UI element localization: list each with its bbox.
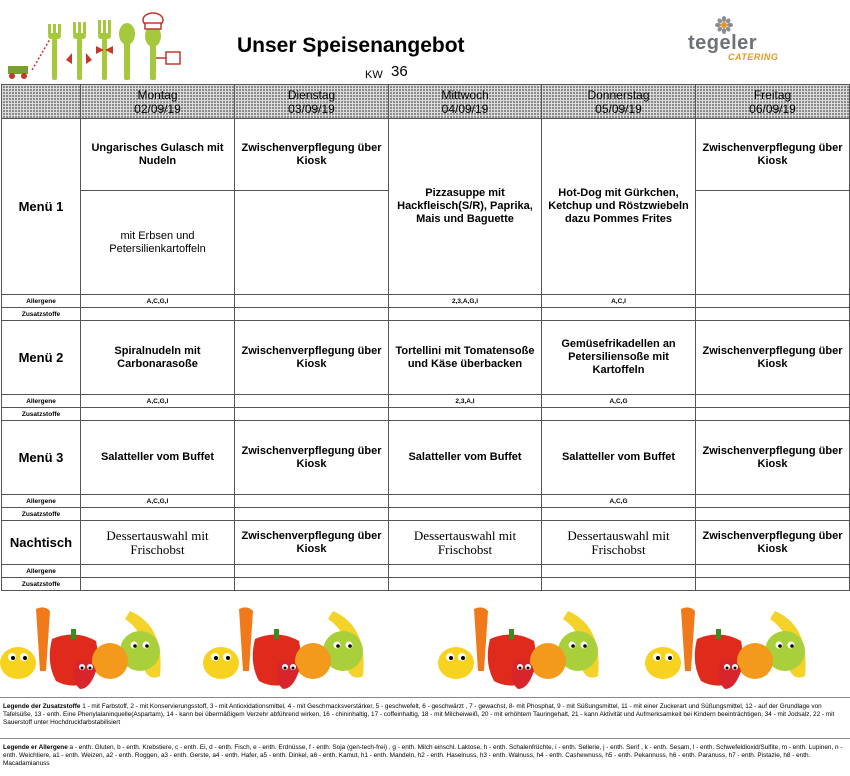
empty-cell [81,308,235,321]
empty-cell [235,295,389,308]
menu-table [1,84,850,591]
empty-cell [696,308,850,321]
legend-divider [0,738,850,739]
legend-divider [0,697,850,698]
menu1-tue-meal: Zwischenverpflegung über Kiosk [235,119,389,191]
day-date: 06/09/19 [749,101,796,116]
day-date: 03/09/19 [288,101,335,116]
empty-cell [389,508,542,521]
menu1-allergene-row [2,295,850,308]
menu1-mon-side: mit Erbsen und Petersilienkartoffeln [81,191,235,295]
empty-cell [696,565,850,578]
zusatzstoffe-legend-title: Legende der Zusatzstoffe [3,703,81,710]
tegeler-catering-logo [688,16,788,64]
empty-cell [235,191,389,295]
menu2-fri-meal: Zwischenverpflegung über Kiosk [696,321,850,395]
menu1-fri-meal: Zwischenverpflegung über Kiosk [696,119,850,191]
menu2-allergene-row [2,395,850,408]
allergene-legend-title: Legende er Allergene [3,744,68,751]
zusatzstoffe-legend-text: 1 - mit Farbstoff, 2 - mit Konservierungsstoff, 3 - mit Antioxidationsmittel, 4 - mit Geschmacksverstärker, 5 - geschwefelt, 6 - geschwärzt , 7 - gewachst, 8- mit Phosphat, 9 - mit Süßungsmittel, 11 - mit einer Zuckerart und Süßungsmittel, 12 - auf der Grundlage von Tafelsüße, 13 - enth. Eine Phenylalaninquelle(Aspartam), 14 - kann bei übermäßigem Verzehr abführend wirken, 16 - chininhaltig, 17 - coffeinhaltig, 18 - mit Milcheiweiß, 20 - mit erhöhtem Tauringehalt, 21 - kann Aktivität und Aufmerksamkeit bei Kindern beeinträchtigen, 34 - mit Jodsalz, 22 - mit Sauerstoff unter Hochdruckfarbstabilisiert [3,703,835,727]
nachtisch-allergene-row [2,565,850,578]
nachtisch-thu: Dessertauswahl mit Frischobst [542,521,696,565]
menu1-thu-allergene: A,C,I [542,295,696,308]
empty-cell [235,508,389,521]
day-name: Freitag [753,87,792,102]
menu3-thu-allergene: A,C,G [542,495,696,508]
empty-cell [235,578,389,591]
empty-cell [542,308,696,321]
menu3-thu-meal: Salatteller vom Buffet [542,421,696,495]
day-name: Mittwoch [441,87,489,102]
brand-name: tegeler [688,32,758,54]
nachtisch-wed: Dessertauswahl mit Frischobst [389,521,542,565]
day-header-row [2,85,850,119]
empty-cell [542,508,696,521]
empty-cell [81,408,235,421]
allergene-legend [3,744,847,769]
page-title: Unser Speisenangebot [237,34,465,57]
menu1-label: Menü 1 [2,119,81,295]
empty-cell [389,308,542,321]
menu1-wed-meal: Pizzasuppe mit Hackfleisch(S/R), Paprika, Mais und Baguette [389,119,542,295]
zusatzstoffe-label: Zusatzstoffe [2,308,81,321]
menu3-row [2,421,850,495]
nachtisch-zusatzstoffe-row [2,578,850,591]
menu3-label: Menü 3 [2,421,81,495]
menu2-thu-meal: Gemüsefrikadellen an Petersiliensoße mit Kartoffeln [542,321,696,395]
empty-cell [696,395,850,408]
day-date: 02/09/19 [134,101,181,116]
empty-cell [235,565,389,578]
nachtisch-row [2,521,850,565]
cutlery-kids-logo-icon [0,8,190,82]
zusatzstoffe-label: Zusatzstoffe [2,508,81,521]
menu3-zusatzstoffe-row [2,508,850,521]
day-name: Donnerstag [587,87,650,102]
day-header [81,85,235,119]
empty-cell [542,578,696,591]
day-name: Montag [137,87,178,102]
zusatzstoffe-label: Zusatzstoffe [2,408,81,421]
allergene-label: Allergene [2,295,81,308]
allergene-label: Allergene [2,495,81,508]
menu1-mon-allergene: A,C,G,I [81,295,235,308]
menu3-mon-allergene: A,C,G,I [81,495,235,508]
empty-cell [696,295,850,308]
nachtisch-label: Nachtisch [2,521,81,565]
zusatzstoffe-label: Zusatzstoffe [2,578,81,591]
empty-cell [696,408,850,421]
allergene-label: Allergene [2,565,81,578]
day-name: Dienstag [287,87,336,102]
empty-cell [235,408,389,421]
menu3-allergene-row [2,495,850,508]
menu1-zusatzstoffe-row [2,308,850,321]
brand-subtitle: CATERING [728,52,779,62]
calendar-week-value: 36 [391,63,408,80]
day-header [235,85,389,119]
empty-cell [389,408,542,421]
menu1-thu-meal: Hot-Dog mit Gürkchen, Ketchup und Röstzwiebeln dazu Pommes Frites [542,119,696,295]
day-header [542,85,696,119]
empty-cell [696,578,850,591]
empty-cell [235,495,389,508]
menu1-row [2,119,850,191]
menu2-thu-allergene: A,C,G [542,395,696,408]
calendar-week-label: KW [365,69,383,81]
empty-cell [81,578,235,591]
menu3-mon-meal: Salatteller vom Buffet [81,421,235,495]
menu2-wed-allergene: 2,3,A,I [389,395,542,408]
allergene-legend-text: a - enth. Gluten, b - enth. Krebstiere, c - enth. Ei, d - enth. Fisch, e - enth. Erdnüsse, f - enth. Soja (gen-tech-frei) , g - enth. Milch einschl. Laktose, h - enth. Schalenfrüchte, i - enth. Sellerie, j - enth. Senf , k - enth. Sesam, l - enth. Schwefeldioxid/Sulfite, m - enth. Lupinen, n - enth. Weichtiere, a1 - enth. Weizen, a2 - enth. Roggen, a3 - enth. Gerste, a4 - enth. Hafer, a5 - enth. Dinkel, a6 - enth. Kamut, h1 - enth. Mandeln, h2 - enth. Haselnuss, h3 - enth. Walnuss, h4 - enth. Cashewnuss, h5 - enth. Pekannuss, h6 - enth. Paranuss, h7 - enth. Pistazie, h8 - enth. Macadamianuss [3,744,843,768]
nachtisch-fri: Zwischenverpflegung über Kiosk [696,521,850,565]
empty-cell [389,578,542,591]
day-header [696,85,850,119]
menu1-mon-meal: Ungarisches Gulasch mit Nudeln [81,119,235,191]
day-header [389,85,542,119]
empty-cell [696,191,850,295]
menu3-fri-meal: Zwischenverpflegung über Kiosk [696,421,850,495]
empty-cell [542,565,696,578]
nachtisch-mon: Dessertauswahl mit Frischobst [81,521,235,565]
menu2-zusatzstoffe-row [2,408,850,421]
empty-cell [81,565,235,578]
empty-cell [389,565,542,578]
menu2-row [2,321,850,395]
menu2-mon-meal: Spiralnudeln mit Carbonarasoße [81,321,235,395]
corner-cell [2,85,81,119]
menu2-mon-allergene: A,C,G,I [81,395,235,408]
empty-cell [235,308,389,321]
empty-cell [696,495,850,508]
empty-cell [389,495,542,508]
menu3-wed-meal: Salatteller vom Buffet [389,421,542,495]
nachtisch-tue: Zwischenverpflegung über Kiosk [235,521,389,565]
empty-cell [542,408,696,421]
vegetable-characters-strip [0,601,850,693]
empty-cell [235,395,389,408]
empty-cell [81,508,235,521]
menu2-tue-meal: Zwischenverpflegung über Kiosk [235,321,389,395]
menu2-label: Menü 2 [2,321,81,395]
menu3-tue-meal: Zwischenverpflegung über Kiosk [235,421,389,495]
day-date: 04/09/19 [441,101,489,116]
page-header [0,0,850,84]
zusatzstoffe-legend [3,703,847,728]
day-date: 05/09/19 [595,101,642,116]
menu1-wed-allergene: 2,3,A,G,I [389,295,542,308]
menu2-wed-meal: Tortellini mit Tomatensoße und Käse überbacken [389,321,542,395]
allergene-label: Allergene [2,395,81,408]
empty-cell [696,508,850,521]
